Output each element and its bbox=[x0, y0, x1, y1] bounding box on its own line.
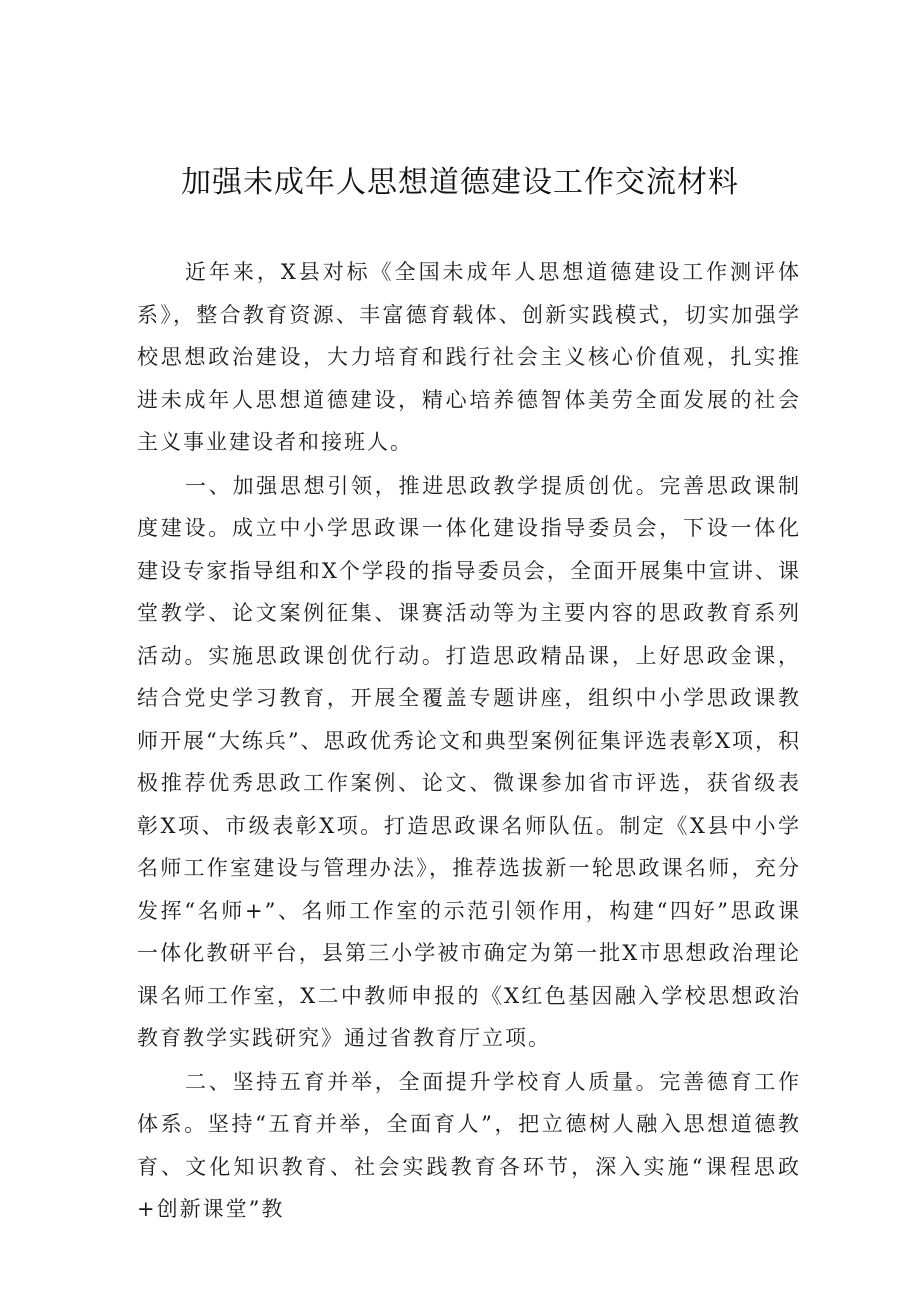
document-title: 加强未成年人思想道德建设工作交流材料 bbox=[181, 165, 739, 200]
document-body bbox=[137, 251, 801, 1232]
paragraph-section-two: 二、坚持五育并举，全面提升学校育人质量。完善德育工作体系。坚持“五育并举，全面育人”，把立德树人融入思想道德教育、文化知识教育、社会实践教育各环节，深入实施“课程思政+创新课堂”教 bbox=[137, 1069, 801, 1221]
paragraph-intro: 近年来，X县对标《全国未成年人思想道德建设工作测评体系》，整合教育资源、丰富德育载体、创新实践模式，切实加强学校思想政治建设，大力培育和践行社会主义核心价值观，扎实推进未成年人思想道德建设，精心培养德智体美劳全面发展的社会主义事业建设者和接班人。 bbox=[137, 260, 801, 454]
paragraph-section-one: 一、加强思想引领，推进思政教学提质创优。完善思政课制度建设。成立中小学思政课一体化建设指导委员会，下设一体化建设专家指导组和X个学段的指导委员会，全面开展集中宣讲、课堂教学、论文案例征集、课赛活动等为主要内容的思政教育系列活动。实施思政课创优行动。打造思政精品课，上好思政金课，结合党史学习教育，开展全覆盖专题讲座，组织中小学思政课教师开展“大练兵”、思政优秀论文和典型案例征集评选表彰X项，积极推荐优秀思政工作案例、论文、微课参加省市评选，获省级表彰X项、市级表彰X项。打造思政课名师队伍。制定《X县中小学名师工作室建设与管理办法》，推荐选拔新一轮思政课名师，充分发挥“名师+”、名师工作室的示范引领作用，构建“四好”思政课一体化教研平台，县第三小学被市确定为第一批X市思想政治理论课名师工作室，X二中教师申报的《X红色基因融入学校思想政治教育教学实践研究》通过省教育厅立项。 bbox=[137, 473, 801, 1050]
